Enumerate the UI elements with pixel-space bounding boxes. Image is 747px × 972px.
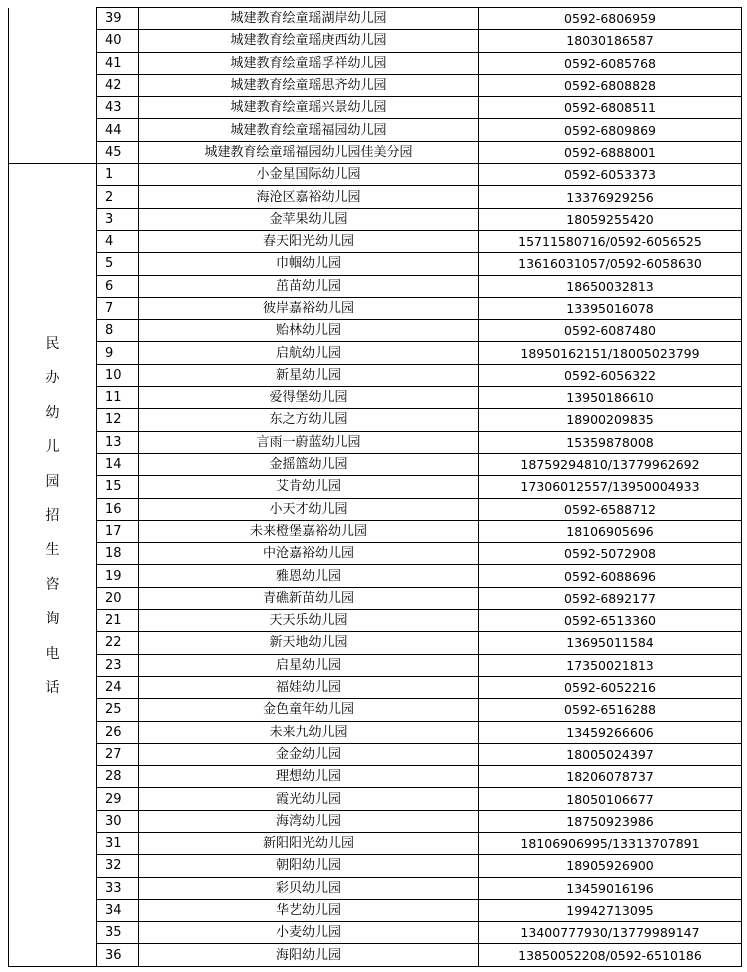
kindergarten-name: 海沧区嘉裕幼儿园	[139, 186, 479, 208]
row-number: 33	[97, 877, 139, 899]
kindergarten-name: 城建教育绘童瑶福园幼儿园佳美分园	[139, 141, 479, 163]
phone-number: 18050106677	[479, 788, 742, 810]
table-row	[9, 855, 742, 877]
kindergarten-name: 小天才幼儿园	[139, 498, 479, 520]
table-row	[9, 899, 742, 921]
phone-number: 13695011584	[479, 632, 742, 654]
table-row	[9, 498, 742, 520]
table-row	[9, 476, 742, 498]
phone-number: 15359878008	[479, 431, 742, 453]
row-number: 4	[97, 230, 139, 252]
phone-number: 15711580716/0592-6056525	[479, 230, 742, 252]
table-row	[9, 543, 742, 565]
row-number: 12	[97, 409, 139, 431]
phone-number: 0592-6085768	[479, 52, 742, 74]
row-number: 28	[97, 766, 139, 788]
phone-number: 18950162151/18005023799	[479, 342, 742, 364]
phone-number: 13459266606	[479, 721, 742, 743]
kindergarten-name: 理想幼儿园	[139, 766, 479, 788]
public-category-cell	[9, 8, 97, 164]
row-number: 35	[97, 922, 139, 944]
row-number: 24	[97, 676, 139, 698]
kindergarten-name: 海阳幼儿园	[139, 944, 479, 966]
kindergarten-name: 城建教育绘童瑶庚西幼儿园	[139, 30, 479, 52]
row-number: 44	[97, 119, 139, 141]
phone-number: 0592-6892177	[479, 587, 742, 609]
phone-number: 0592-6056322	[479, 364, 742, 386]
phone-number: 0592-6088696	[479, 565, 742, 587]
table-row	[9, 387, 742, 409]
kindergarten-name: 新天地幼儿园	[139, 632, 479, 654]
kindergarten-name: 彩贝幼儿园	[139, 877, 479, 899]
kindergarten-name: 中沧嘉裕幼儿园	[139, 543, 479, 565]
phone-number: 0592-6053373	[479, 164, 742, 186]
row-number: 41	[97, 52, 139, 74]
phone-number: 18759294810/13779962692	[479, 453, 742, 475]
row-number: 26	[97, 721, 139, 743]
phone-number: 17306012557/13950004933	[479, 476, 742, 498]
row-number: 5	[97, 253, 139, 275]
phone-number: 18905926900	[479, 855, 742, 877]
table-row	[9, 610, 742, 632]
kindergarten-name: 华艺幼儿园	[139, 899, 479, 921]
table-row	[9, 409, 742, 431]
phone-number: 18900209835	[479, 409, 742, 431]
kindergarten-name: 新星幼儿园	[139, 364, 479, 386]
table-row	[9, 699, 742, 721]
phone-number: 13616031057/0592-6058630	[479, 253, 742, 275]
row-number: 43	[97, 97, 139, 119]
category-char: 儿	[45, 439, 60, 456]
table-row	[9, 676, 742, 698]
category-char: 电	[45, 645, 60, 662]
row-number: 18	[97, 543, 139, 565]
table-row	[9, 922, 742, 944]
table-row	[9, 74, 742, 96]
table-row	[9, 788, 742, 810]
table-row	[9, 431, 742, 453]
category-char: 园	[45, 473, 60, 490]
phone-number: 18750923986	[479, 810, 742, 832]
row-number: 27	[97, 743, 139, 765]
kindergarten-name: 福娃幼儿园	[139, 676, 479, 698]
row-number: 3	[97, 208, 139, 230]
row-number: 16	[97, 498, 139, 520]
phone-number: 18030186587	[479, 30, 742, 52]
table-row	[9, 810, 742, 832]
row-number: 2	[97, 186, 139, 208]
row-number: 17	[97, 520, 139, 542]
row-number: 9	[97, 342, 139, 364]
row-number: 40	[97, 30, 139, 52]
kindergarten-name: 新阳阳光幼儿园	[139, 832, 479, 854]
table-row	[9, 766, 742, 788]
phone-number: 19942713095	[479, 899, 742, 921]
table-row	[9, 632, 742, 654]
phone-number: 18650032813	[479, 275, 742, 297]
phone-number: 0592-6808511	[479, 97, 742, 119]
row-number: 7	[97, 297, 139, 319]
kindergarten-name: 金金幼儿园	[139, 743, 479, 765]
kindergarten-name: 彼岸嘉裕幼儿园	[139, 297, 479, 319]
category-label	[9, 164, 96, 712]
phone-number: 0592-6808828	[479, 74, 742, 96]
table-row	[9, 8, 742, 30]
kindergarten-name: 未来橙堡嘉裕幼儿园	[139, 520, 479, 542]
kindergarten-name: 海湾幼儿园	[139, 810, 479, 832]
phone-number: 0592-6888001	[479, 141, 742, 163]
kindergarten-name: 金苹果幼儿园	[139, 208, 479, 230]
row-number: 31	[97, 832, 139, 854]
table-row	[9, 119, 742, 141]
table-row	[9, 253, 742, 275]
table-row	[9, 97, 742, 119]
category-char: 民	[45, 336, 60, 353]
table-row	[9, 944, 742, 966]
phone-number: 13459016196	[479, 877, 742, 899]
row-number: 30	[97, 810, 139, 832]
kindergarten-name: 城建教育绘童瑶兴景幼儿园	[139, 97, 479, 119]
category-char: 招	[45, 508, 60, 525]
phone-number: 0592-6052216	[479, 676, 742, 698]
row-number: 11	[97, 387, 139, 409]
phone-number: 0592-6516288	[479, 699, 742, 721]
phone-number: 0592-6588712	[479, 498, 742, 520]
row-number: 14	[97, 453, 139, 475]
table-row	[9, 453, 742, 475]
table-row	[9, 721, 742, 743]
row-number: 39	[97, 8, 139, 30]
phone-number: 18106905696	[479, 520, 742, 542]
table-row	[9, 297, 742, 319]
phone-number: 18059255420	[479, 208, 742, 230]
table-row	[9, 520, 742, 542]
kindergarten-name: 小金星国际幼儿园	[139, 164, 479, 186]
row-number: 34	[97, 899, 139, 921]
kindergarten-name: 城建教育绘童瑶孚祥幼儿园	[139, 52, 479, 74]
kindergarten-name: 启航幼儿园	[139, 342, 479, 364]
category-char: 幼	[45, 404, 60, 421]
table-row	[9, 230, 742, 252]
row-number: 8	[97, 320, 139, 342]
kindergarten-phone-table	[8, 7, 742, 967]
category-char: 话	[45, 679, 60, 696]
phone-number: 13950186610	[479, 387, 742, 409]
table-row	[9, 743, 742, 765]
category-char: 咨	[45, 576, 60, 593]
kindergarten-name: 艾肯幼儿园	[139, 476, 479, 498]
phone-number: 0592-6806959	[479, 8, 742, 30]
table-row	[9, 164, 742, 186]
category-char: 生	[45, 542, 60, 559]
kindergarten-name: 城建教育绘童瑶思齐幼儿园	[139, 74, 479, 96]
kindergarten-name: 爱得堡幼儿园	[139, 387, 479, 409]
table-body	[9, 8, 742, 967]
table-row	[9, 877, 742, 899]
phone-number: 18106906995/13313707891	[479, 832, 742, 854]
kindergarten-name: 启星幼儿园	[139, 654, 479, 676]
kindergarten-name: 茁苗幼儿园	[139, 275, 479, 297]
kindergarten-name: 金色童年幼儿园	[139, 699, 479, 721]
phone-number: 0592-6513360	[479, 610, 742, 632]
kindergarten-name: 未来九幼儿园	[139, 721, 479, 743]
row-number: 25	[97, 699, 139, 721]
phone-number: 18206078737	[479, 766, 742, 788]
kindergarten-name: 朝阳幼儿园	[139, 855, 479, 877]
table-row	[9, 275, 742, 297]
kindergarten-name: 东之方幼儿园	[139, 409, 479, 431]
kindergarten-name: 雅恩幼儿园	[139, 565, 479, 587]
row-number: 22	[97, 632, 139, 654]
private-category-cell	[9, 164, 97, 967]
phone-number: 17350021813	[479, 654, 742, 676]
row-number: 32	[97, 855, 139, 877]
table-row	[9, 565, 742, 587]
kindergarten-name: 巾帼幼儿园	[139, 253, 479, 275]
phone-number: 13400777930/13779989147	[479, 922, 742, 944]
phone-number: 13850052208/0592-6510186	[479, 944, 742, 966]
category-char: 办	[45, 370, 60, 387]
table-row	[9, 208, 742, 230]
table-row	[9, 587, 742, 609]
row-number: 23	[97, 654, 139, 676]
table-row	[9, 320, 742, 342]
row-number: 45	[97, 141, 139, 163]
kindergarten-name: 霞光幼儿园	[139, 788, 479, 810]
kindergarten-name: 春天阳光幼儿园	[139, 230, 479, 252]
row-number: 36	[97, 944, 139, 966]
table-row	[9, 654, 742, 676]
row-number: 42	[97, 74, 139, 96]
row-number: 20	[97, 587, 139, 609]
phone-number: 0592-6809869	[479, 119, 742, 141]
kindergarten-name: 城建教育绘童瑶福园幼儿园	[139, 119, 479, 141]
row-number: 21	[97, 610, 139, 632]
row-number: 15	[97, 476, 139, 498]
kindergarten-name: 贻林幼儿园	[139, 320, 479, 342]
kindergarten-name: 城建教育绘童瑶湖岸幼儿园	[139, 8, 479, 30]
row-number: 29	[97, 788, 139, 810]
kindergarten-name: 青礁新苗幼儿园	[139, 587, 479, 609]
phone-number: 0592-5072908	[479, 543, 742, 565]
phone-number: 13395016078	[479, 297, 742, 319]
table-row	[9, 141, 742, 163]
phone-number: 18005024397	[479, 743, 742, 765]
table-row	[9, 364, 742, 386]
row-number: 6	[97, 275, 139, 297]
table-row	[9, 342, 742, 364]
row-number: 10	[97, 364, 139, 386]
table-row	[9, 186, 742, 208]
row-number: 19	[97, 565, 139, 587]
row-number: 13	[97, 431, 139, 453]
category-char: 询	[45, 611, 60, 628]
table-row	[9, 30, 742, 52]
phone-number: 0592-6087480	[479, 320, 742, 342]
kindergarten-name: 金摇篮幼儿园	[139, 453, 479, 475]
table-row	[9, 832, 742, 854]
phone-number: 13376929256	[479, 186, 742, 208]
kindergarten-name: 天天乐幼儿园	[139, 610, 479, 632]
kindergarten-name: 言雨一蔚蓝幼儿园	[139, 431, 479, 453]
row-number: 1	[97, 164, 139, 186]
kindergarten-name: 小麦幼儿园	[139, 922, 479, 944]
table-row	[9, 52, 742, 74]
